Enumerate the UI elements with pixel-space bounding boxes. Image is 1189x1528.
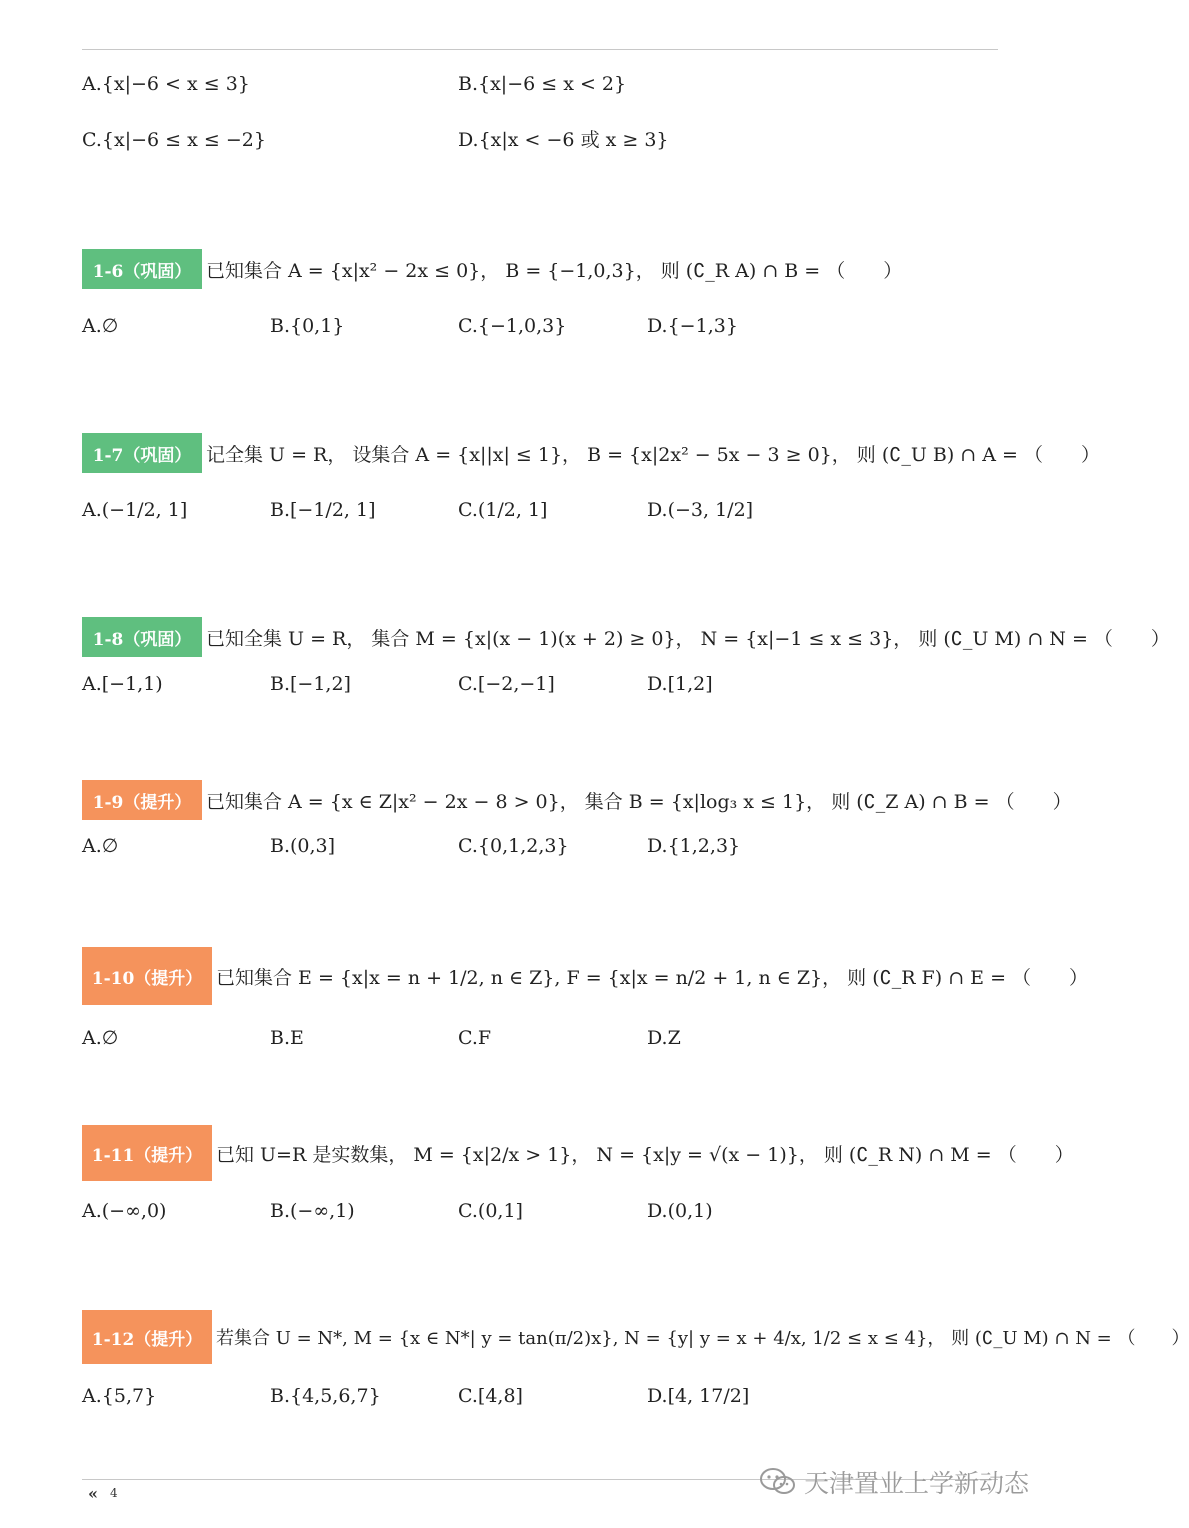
question-text: 已知集合 A = {x|x² − 2x ≤ 0}， B = {−1,0,3}， 则 (∁_R A) ∩ B = （ ）: [206, 259, 903, 282]
question-1-9: [82, 780, 1072, 820]
option-a: A.(−1/2, 1]: [82, 499, 188, 521]
option-b: B.[−1/2, 1]: [270, 499, 376, 521]
question-1-10: [82, 947, 1088, 1005]
watermark-text: 天津置业上学新动态: [804, 1469, 1030, 1498]
question-text: 已知集合 A = {x ∈ Z|x² − 2x − 8 > 0}， 集合 B = {x|log₃ x ≤ 1}， 则 (∁_Z A) ∩ B = （ ）: [206, 790, 1072, 813]
option-b: B.[−1,2]: [270, 673, 351, 695]
option-a: A.{x|−6 < x ≤ 3}: [82, 73, 250, 95]
question-text: 若集合 U = N*, M = {x ∈ N*| y = tan(π/2)x}, N = {y| y = x + 4/x, 1/2 ≤ x ≤ 4}， 则 (∁_U M) ∩ N = （ ）: [216, 1328, 1189, 1349]
option-a: A.{5,7}: [82, 1385, 157, 1407]
option-d: D.[1,2]: [647, 673, 713, 695]
watermark: [758, 1464, 1029, 1500]
question-badge: 1-8（巩固）: [82, 617, 202, 657]
option-c: C.F: [458, 1027, 492, 1049]
option-a: A.∅: [82, 315, 119, 337]
option-b: B.E: [270, 1027, 304, 1049]
page-number: 4: [110, 1486, 118, 1500]
option-c: C.[−2,−1]: [458, 673, 555, 695]
question-badge: 1-10（提升）: [82, 947, 212, 1005]
option-b: B.(0,3]: [270, 835, 336, 857]
option-b: B.{x|−6 ≤ x < 2}: [458, 73, 627, 95]
option-a: A.∅: [82, 835, 119, 857]
question-badge: 1-9（提升）: [82, 780, 202, 820]
option-b: B.{4,5,6,7}: [270, 1385, 381, 1407]
question-text: 已知 U=R 是实数集， M = {x|2/x > 1}， N = {x|y = √(x − 1)}， 则 (∁_R N) ∩ M = （ ）: [216, 1143, 1074, 1166]
option-d: D.{−1,3}: [647, 315, 738, 337]
footer-chevron-icon: «: [88, 1484, 98, 1503]
question-1-7: [82, 433, 1100, 473]
question-badge: 1-6（巩固）: [82, 249, 202, 289]
question-badge: 1-7（巩固）: [82, 433, 202, 473]
option-a: A.∅: [82, 1027, 119, 1049]
option-c: C.[4,8]: [458, 1385, 523, 1407]
option-b: B.(−∞,1): [270, 1200, 355, 1222]
question-text: 已知全集 U = R， 集合 M = {x|(x − 1)(x + 2) ≥ 0}， N = {x|−1 ≤ x ≤ 3}， 则 (∁_U M) ∩ N = （ ）: [206, 627, 1170, 650]
option-b: B.{0,1}: [270, 315, 345, 337]
option-c: C.{0,1,2,3}: [458, 835, 569, 857]
option-c: C.(0,1]: [458, 1200, 523, 1222]
option-d: D.{1,2,3}: [647, 835, 741, 857]
question-badge: 1-11（提升）: [82, 1125, 212, 1181]
wechat-icon: [758, 1466, 798, 1498]
option-c: C.{x|−6 ≤ x ≤ −2}: [82, 129, 266, 151]
option-a: A.(−∞,0): [82, 1200, 167, 1222]
option-c: C.(1/2, 1]: [458, 499, 548, 521]
option-d: D.Z: [647, 1027, 681, 1049]
question-1-6: [82, 249, 902, 289]
option-c: C.{−1,0,3}: [458, 315, 567, 337]
option-a: A.[−1,1): [82, 673, 163, 695]
option-d: D.[4, 17/2]: [647, 1385, 750, 1407]
question-badge: 1-12（提升）: [82, 1310, 212, 1364]
question-1-8: [82, 617, 1170, 657]
question-text: 已知集合 E = {x|x = n + 1/2, n ∈ Z}, F = {x|x = n/2 + 1, n ∈ Z}， 则 (∁_R F) ∩ E = （ ）: [216, 966, 1089, 989]
question-1-11: [82, 1125, 1074, 1181]
question-1-12: [82, 1310, 1189, 1364]
question-text: 记全集 U = R， 设集合 A = {x||x| ≤ 1}， B = {x|2x² − 5x − 3 ≥ 0}， 则 (∁_U B) ∩ A = （ ）: [206, 443, 1100, 466]
option-d: D.(−3, 1/2]: [647, 499, 754, 521]
option-d: D.(0,1): [647, 1200, 713, 1222]
top-rule: [82, 49, 998, 50]
option-d: D.{x|x < −6 或 x ≥ 3}: [458, 129, 669, 151]
